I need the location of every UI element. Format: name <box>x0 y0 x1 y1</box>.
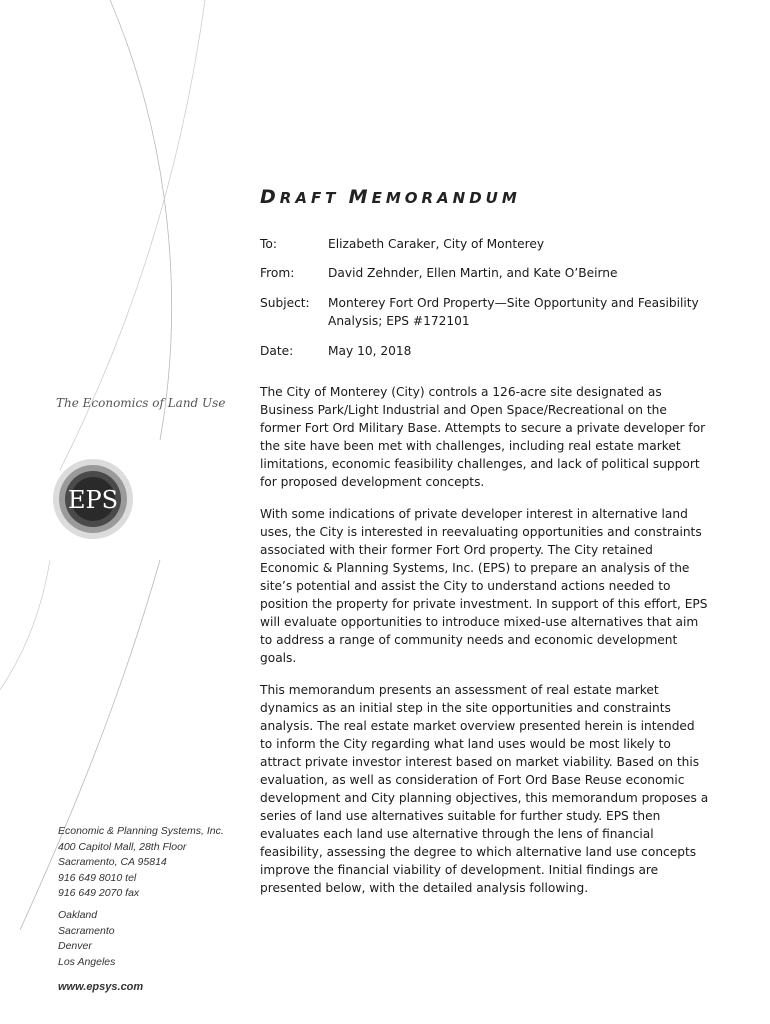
subject-label: Subject: <box>260 296 310 310</box>
city-item: Sacramento <box>58 924 115 937</box>
city-item: Denver <box>58 940 92 952</box>
website-link[interactable]: www.epsys.com <box>58 981 144 993</box>
firm-tagline: The Economics of Land Use <box>56 396 226 410</box>
firm-address <box>58 824 224 902</box>
title-word: EMORANDUM <box>371 189 521 207</box>
office-cities <box>58 908 115 970</box>
city-item: Los Angeles <box>58 955 116 968</box>
to-label: To: <box>260 237 277 251</box>
memo-title <box>260 186 521 208</box>
date-value: May 10, 2018 <box>328 344 412 358</box>
fax-line: 916 649 2070 fax <box>58 887 140 899</box>
to-value: Elizabeth Caraker, City of Monterey <box>328 237 545 251</box>
logo-text: EPS <box>67 486 119 514</box>
body-paragraph: With some indications of private developer interest in alternative land uses, the City is interested in reevaluating opportunities and constraints associated with their former Fort Ord property. The City retained Economic & Planning Systems, Inc. (EPS) to prepare an analysis of the site’s potential and assist the City to understand actions needed to position the property for private investment. In support of this effort, EPS will evaluate opportunities to introduce mixed-use alternatives that aim to address a range of community needs and economic development goals. <box>260 507 708 665</box>
subject-value: Monterey Fort Ord Property—Site Opportunity and Feasibility Analysis; EPS #172101 <box>328 296 699 328</box>
from-value: David Zehnder, Ellen Martin, and Kate O’Beirne <box>328 266 618 280</box>
title-word: RAFT <box>279 189 340 207</box>
phone-line: 916 649 8010 tel <box>58 871 137 884</box>
body-paragraph: The City of Monterey (City) controls a 126-acre site designated as Business Park/Light Industrial and Open Space/Recreational on the former Fort Ord Military Base. Attempts to secure a private developer for the site have been met with challenges, including real estate market limitations, economic feasibility challenges, and lack of political support for proposed development concepts. <box>260 385 706 489</box>
date-label: Date: <box>260 344 294 358</box>
memo-body <box>260 383 710 911</box>
title-initial: D <box>260 186 280 208</box>
address-line: 400 Capitol Mall, 28th Floor <box>58 840 187 853</box>
body-paragraph: This memorandum presents an assessment of real estate market dynamics as an initial step in the site opportunities and constraints analysis. The real estate market overview presented herein is intended to inform the City regarding what land uses would be most likely to attract private investor interest based on market viability. Based on this evaluation, as well as consideration of Fort Ord Base Reuse economic development and City planning objectives, this memorandum proposes a series of land use alternatives suitable for further study. EPS then evaluates each land use alternative through the lens of financial feasibility, assessing the degree to which alternative land use concepts improve the financial viability of development. Initial findings are presented below, with the detailed analysis following. <box>260 683 709 895</box>
eps-logo <box>52 458 134 540</box>
city-item: Oakland <box>58 909 98 921</box>
address-line: Sacramento, CA 95814 <box>58 856 167 868</box>
address-line: Economic & Planning Systems, Inc. <box>58 825 224 837</box>
title-initial: M <box>348 186 372 208</box>
from-label: From: <box>260 266 295 280</box>
